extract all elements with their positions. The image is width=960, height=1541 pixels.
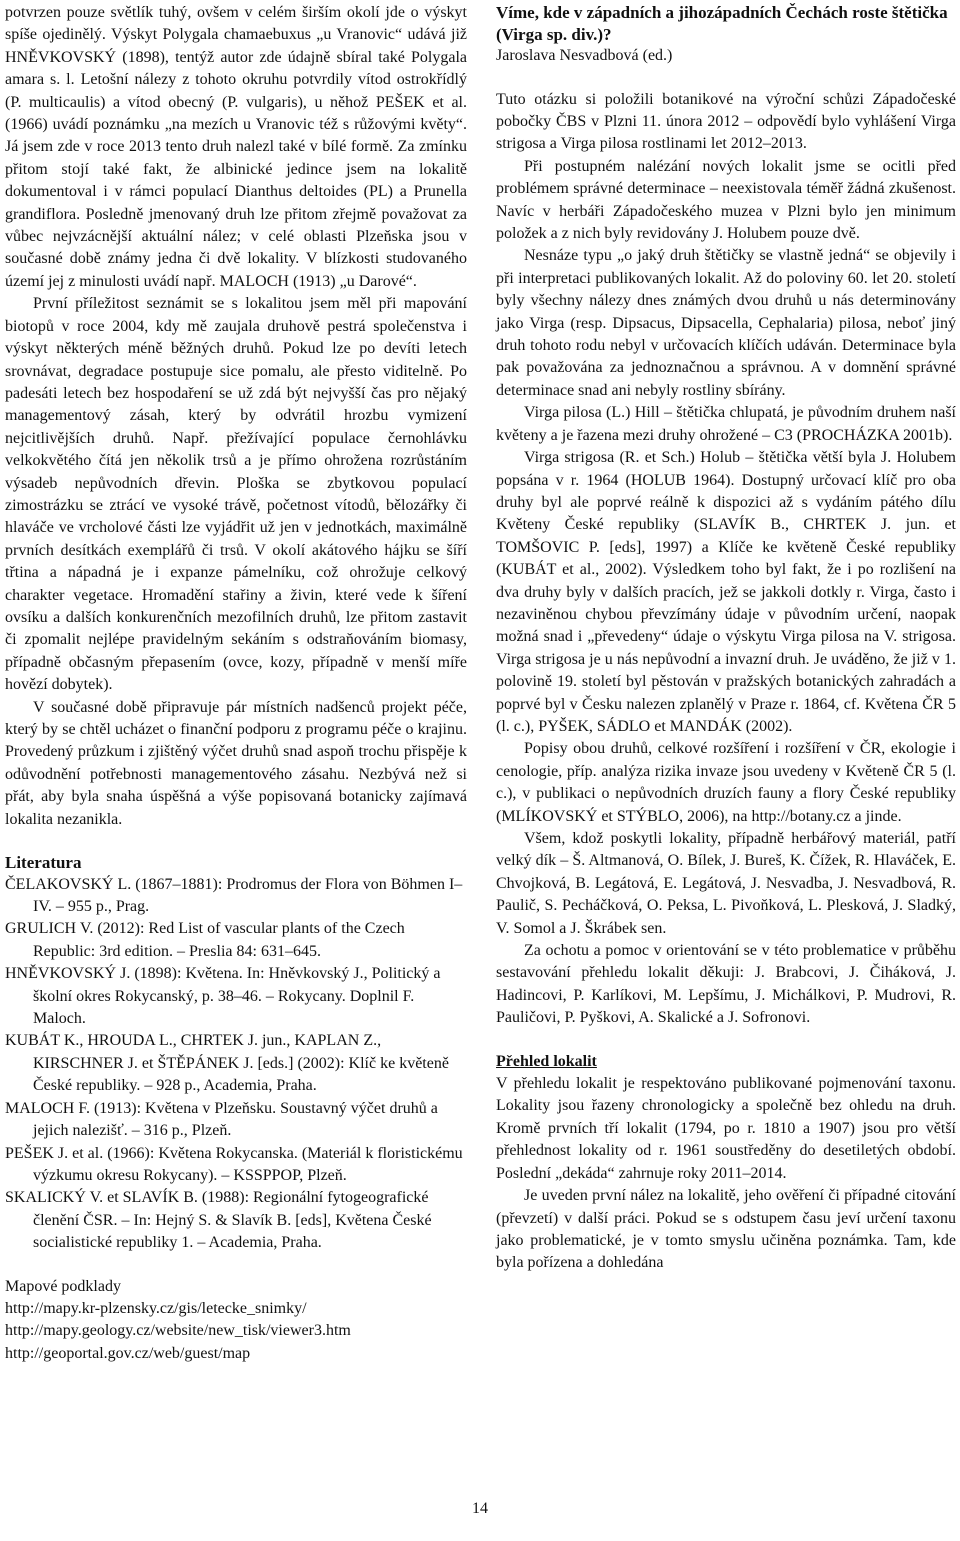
article-paragraph: Virga strigosa (R. et Sch.) Holub – štětička větší byla J. Holubem popsána v r. 1964 (HOLUB 1964). Dostupný určovací klíč pro oba druhy byl ale poprvé reálně k dispozici až s vydáním pátého dílu Květeny České republiky (SLAVÍK B., CHRTEK J. jun. et TOMŠOVIC P. [eds], 1997) a Klíče ke květeně České republiky (KUBÁT et al., 2002). Výsledkem toho byl fakt, že i po rozlišení na dva druhy byly v dalších pracích, jež se jakkoli dotkly r. Virga, často i nezaviněnou chybou převzímány údaje v původním určení, naopak možná snad i „převedeny“ údaje o výskytu Virga pilosa na V. strigosa. Virga strigosa je u nás nepůvodní a invazní druh. Je uváděno, že již v 1. polovině 19. století byl pěstován v pražských botanických zahradách a poprvé byl v Česku nalezen zplanělý v Praze r. 1864, cf. Květena ČR 5 (l. c.), PYŠEK, SÁDLO et MANDÁK (2002). (496, 449, 956, 735)
spacer (496, 1030, 956, 1051)
reference-item: ČELAKOVSKÝ L. (1867–1881): Prodromus der Flora von Böhmen I–IV. – 955 p., Prag. (5, 875, 463, 916)
article-paragraph: První příležitost seznámit se s lokalitou jsem měl při mapování biotopů v roce 2004, kdy mě zaujala druhově pestrá společenstva i výskyt některých méně běžných druhů. Pokud lze po devíti letech srovnávat, degradace postupuje sice pomalu, ale přesto viditelně. Po padesáti letech bez hospodaření se už zdá být nejvyšší čas pro nějaký managementový zásah, který by odvrátil hrozbu vymizení nejcitlivějších druhů. Např. přežívající populace černohlávku velkokvětého čítá jen několik trsů a je přímo ohrožena rozrůstáním výsadeb nepůvodních dřevin. Ploška se zbytkovou populací zimostrázku se ztrácí ve vysoké trávě, početnost vítodů, bělozářky či hlaváče ve vrcholové části lze vyjádřit už jen v jednotkách, maximálně prvních desítkách exemplářů či trsů. V okolí akátového hájku se šíří třtina a nápadná je i expanze pámelníku, což ohrožuje celkový charakter vegetace. Hromadění stařiny a živin, které vede k šíření ovsíku a dalších konkurenčních mezofilních druhů, lze přitom zastavit či zpomalit nejlépe pravidelným sekáním s odstraňováním biomasy, případně občasným přepasením (ovce, kozy, případně v menší míře hovězí dobytek). (5, 295, 467, 694)
article-title: Víme, kde v západních a jihozápadních Čechách roste štětička (Virga sp. div.)? (496, 3, 948, 44)
reference-list (5, 874, 467, 1255)
reference-item: SKALICKÝ V. et SLAVÍK B. (1988): Regionální fytogeografické členění ČSR. – In: Hejný S. & Slavík B. [eds], Květena České socialistické republiky 1. – Academia, Praha. (5, 1189, 432, 1252)
reference-item: GRULICH V. (2012): Red List of vascular plants of the Czech Republic: 3rd edition. – Preslia 84: 631–645. (5, 920, 405, 960)
reference-item: MALOCH F. (1913): Květena v Plzeňsku. Soustavný výčet druhů a jejich nalezišť. – 316 p., Plzeň. (5, 1099, 438, 1140)
article-paragraph: Popisy obou druhů, celkové rozšíření i rozšíření v ČR, ekologie i cenologie, příp. analýza rizika invaze jsou uvedeny v Květeně ČR 5 (l. c.), v publikaci o nepůvodních druzích fauny a flory České republiky (MLÍKOVSKÝ et STÝBLO, 2006), na http://botany.cz a jinde. (496, 740, 956, 825)
spacer (496, 68, 956, 89)
left-column (5, 2, 467, 1365)
reference-item: KUBÁT K., HROUDA L., CHRTEK J. jun., KAPLAN Z., KIRSCHNER J. et ŠTĚPÁNEK J. [eds.] (2002): Klíč ke květeně České republiky. – 928 p., Academia, Praha. (5, 1032, 449, 1095)
map-url-list (5, 1298, 467, 1365)
literature-heading: Literatura (5, 853, 82, 873)
article-paragraph: Při postupném nalézání nových lokalit jsme se ocitli před problémem správné determinace – neexistovala téměř žádná zkušenost. Navíc v herbáři Západočeského muzea v Plzni bylo jen minimum položek a z nich byly revidovány J. Holubem pouze dvě. (496, 157, 956, 243)
spacer (5, 1255, 467, 1276)
article-paragraph: Všem, kdož poskytli lokality, případně herbářový materiál, patří velký dík – Š. Altmanová, O. Bílek, J. Bureš, K. Čížek, R. Hlaváček, E. Chvojková, B. Legátová, E. Legátová, J. Nesvadba, J. Nesvadbová, R. Paulič, S. Pecháčková, O. Peksa, L. Pivoňková, L. Plesková, J. Sladký, V. Somol a J. Škrábek sen. (496, 830, 956, 937)
maps-heading: Mapové podklady (5, 1277, 121, 1295)
spacer (5, 831, 467, 852)
reference-item: PEŠEK J. et al. (1966): Květena Rokycanska. (Materiál k floristickému výzkumu okresu Rokycany). – KSSPPOP, Plzeň. (5, 1144, 463, 1184)
map-url: http://mapy.kr-plzensky.cz/gis/letecke_snimky/ (5, 1299, 307, 1317)
right-column (496, 2, 956, 1275)
article-paragraph: Za ochotu a pomoc v orientování se v této problematice v průběhu sestavování přehledu lokalit děkuji: J. Brabcovi, J. Čiháková, J. Hadincovi, P. Karlíkovi, M. Lepšímu, J. Michálkovi, P. Mudrovi, R. Pauličovi, P. Pyškovi, A. Skalické a J. Sofronovi. (496, 942, 956, 1027)
map-url: http://mapy.geology.cz/website/new_tisk/viewer3.htm (5, 1322, 351, 1340)
article-paragraph: potvrzen pouze světlík tuhý, ovšem v celém širším okolí jde o výskyt spíše ojedinělý. Výskyt Polygala chamaebuxus „u Vranovic“ udává již HNĚVKOVSKÝ (1898), tentýž autor zde údajně sbíral také Polygala amara s. l. Letošní nálezy z tohoto okruhu potvrdily vítod ostrokřídlý (P. multicaulis) a vítod obecný (P. vulgaris), u něhož PEŠEK et al. (1966) uvádí poznámku „na mezích u Vranovic též s růžovými květy“. Já jsem zde v roce 2013 tento druh nalezl také v bílé formě. Za zmínku přitom stojí také fakt, že albinické jedince jsem na lokalitě dokumentoval i v rámci populací Dianthus deltoides (PL) a Prunella grandiflora. Posledně jmenovaný druh lze přitom zřejmě považovat za vůbec nejvzácnější aktuální nález; v celé oblasti Plzeňska jsou v současné době známy jedna či dvě lokality. V blízkosti studovaného území jej z minulosti uvádí např. MALOCH (1913) „u Darové“. (5, 4, 467, 290)
reference-item: HNĚVKOVSKÝ J. (1898): Květena. In: Hněvkovský J., Politický a školní okres Rokycanský, p. 38–46. – Rokycany. Doplnil F. Maloch. (5, 965, 441, 1028)
section-paragraph: V přehledu lokalit je respektováno publikované pojmenování taxonu. Lokality jsou řazeny chronologicky a společně bez ohledu na druh. Kromě prvních tří lokalit (1794, po r. 1810 a 1907) jsou pro větší přehlednost lokality od r. 1961 soustředěny do desetiletých období. Poslední „dekáda“ zahrnuje roky 2011–2014. (496, 1075, 956, 1182)
article-author: Jaroslava Nesvadbová (ed.) (496, 47, 673, 65)
article-paragraph: Nesnáze typu „o jaký druh štětičky se vlastně jedná“ se objevily i při interpretaci publikovaných lokalit. Až do poloviny 60. let 20. století byly všechny nálezy dnes známých dvou druhů u nás determinovány jako Virga (resp. Dipsacus, Dipsacella, Cephalaria) pilosa, neboť jiný druh tohoto rodu nebyl v určovacích klíčích udáván. Determinace byla pak považována za jednoznačnou a správnou. A v domnění správné determinace snad ani nebyly rostliny sbírány. (496, 247, 956, 399)
section-paragraph: Je uveden první nález na lokalitě, jeho ověření či případné citování (převzetí) v další práci. Pokud se s odstupem času jeví určení taxonu jako problematické, je v tomto smyslu učiněna poznámka. Tam, kde byla pořízena a dohledána (496, 1187, 956, 1272)
section-heading: Přehled lokalit (496, 1052, 597, 1070)
article-paragraph: Virga pilosa (L.) Hill – štětička chlupatá, je původním druhem naší květeny a je řazena mezi druhy ohrožené – C3 (PROCHÁZKA 2001b). (496, 404, 956, 444)
page-number: 14 (472, 1500, 488, 1517)
article-paragraph: V současné době připravuje pár místních nadšenců projekt péče, který by se chtěl ucházet o finanční podporu z programu péče o krajinu. Provedený průzkum i zjištěný výčet druhů snad aspoň trochu přispěje k odůvodnění potřebnosti managementového zásahu. Nezbývá než si přát, aby byla snaha úspěšná a výše popisovaná botanicky zajímavá lokalita nezanikla. (5, 698, 467, 828)
article-paragraph: Tuto otázku si položili botanikové na výroční schůzi Západočeské pobočky ČBS v Plzni 11. února 2012 – odpovědí bylo vyhlášení Virga strigosa a Virga pilosa rostlinami let 2012–2013. (496, 90, 956, 153)
map-url: http://geoportal.gov.cz/web/guest/map (5, 1344, 251, 1362)
